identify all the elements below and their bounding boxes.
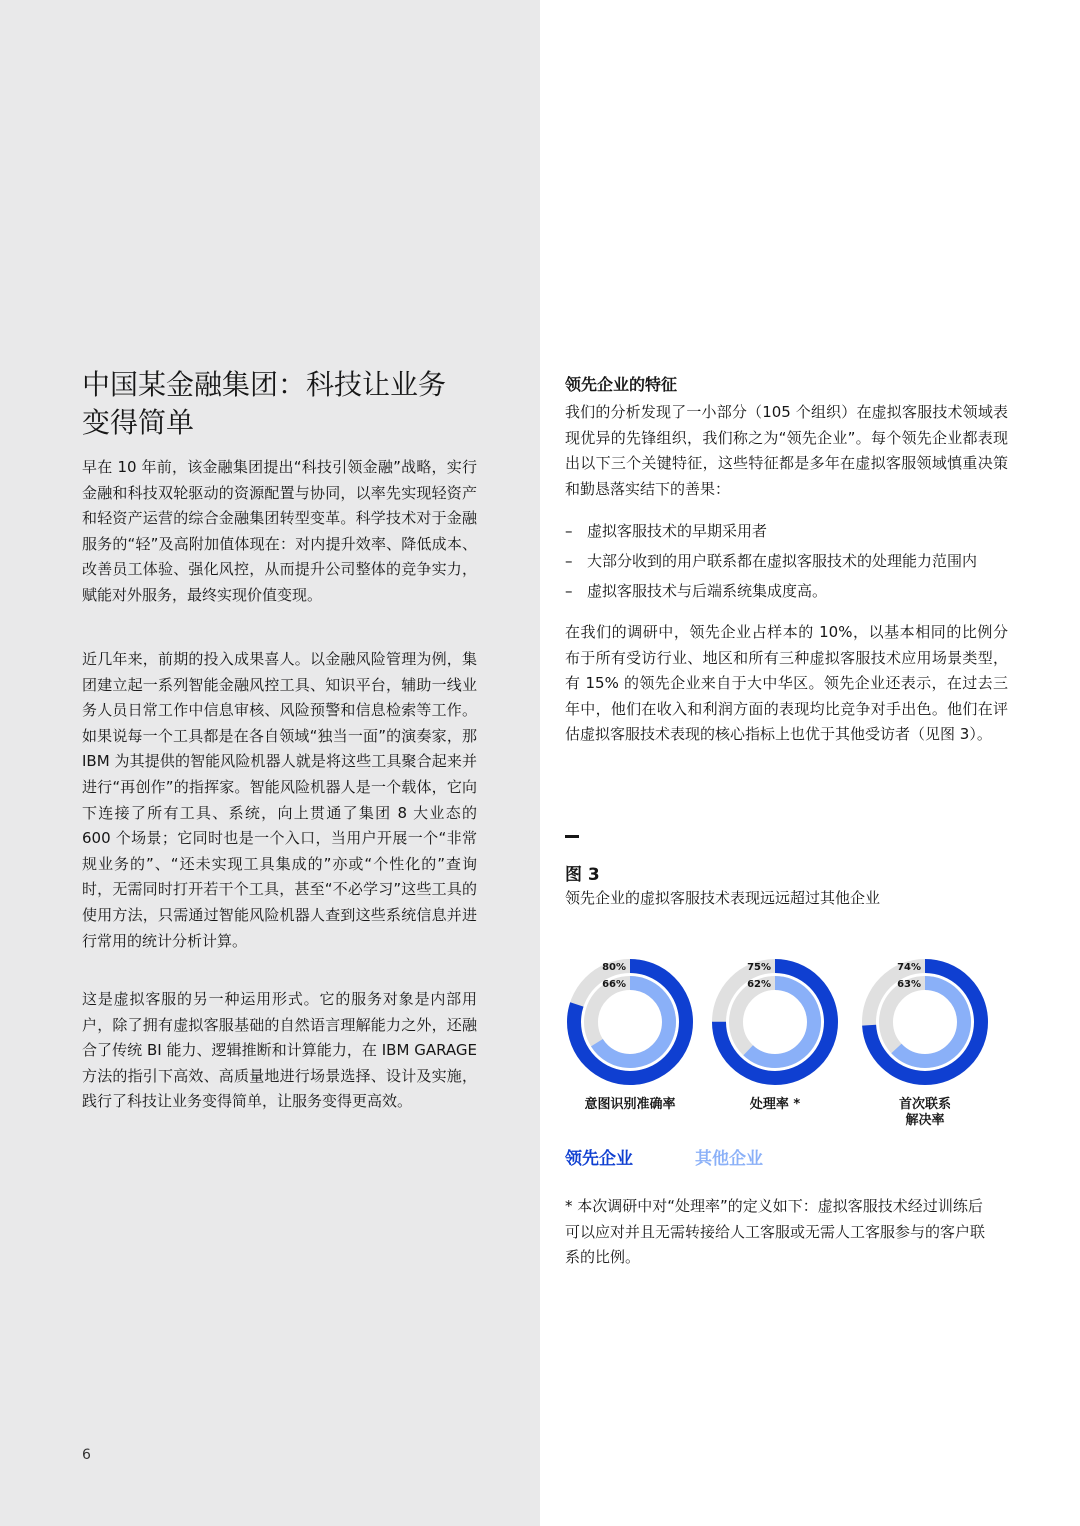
list-item-text: 大部分收到的用户联系都在虚拟客服技术的处理能力范围内 <box>587 552 978 570</box>
metric-label-line: 解决率 <box>905 1113 945 1128</box>
figure-label: 图 3 <box>565 865 600 885</box>
footnote: * 本次调研中对“处理率”的定义如下：虚拟客服技术经过训练后可以应对并且无需转接给人工客服或无需人工客服参与的客户联系的比例。 <box>565 1197 986 1267</box>
title-line-1: 中国某金融集团：科技让业务 <box>82 368 447 401</box>
donut-chart <box>859 956 991 1088</box>
page-number: 6 <box>82 1447 91 1463</box>
list-dash: – <box>565 582 573 600</box>
metric-label-line: 意图识别准确率 <box>584 1097 676 1112</box>
left-paragraph-3: 这是虚拟客服的另一种运用形式。它的服务对象是内部用户，除了拥有虚拟客服基础的自然语言理解能力之外，还融合了传统 BI 能力、逻辑推断和计算能力，在 IBM GARAGE 方法的指引下高效、高质量地进行场景选择、设计及实施，践行了科技让业务变得简单，让服务变得更高效。 <box>82 990 477 1111</box>
metric-label <box>855 1097 995 1129</box>
right-panel <box>540 0 1080 1526</box>
donut-chart <box>564 956 696 1088</box>
list-dash: – <box>565 522 573 540</box>
list-item-text: 虚拟客服技术与后端系统集成度高。 <box>587 582 828 600</box>
figure-divider <box>565 835 579 838</box>
feature-list <box>565 516 1008 606</box>
case-study-title <box>82 366 502 442</box>
list-item <box>565 516 1008 546</box>
intro-paragraph: 我们的分析发现了一小部分（105 个组织）在虚拟客服技术领域表现优异的先锋组织，我们称之为“领先企业”。每个领先企业都表现出以下三个关键特征，这些特征都是多年在虚拟客服领域慎重决策和勤恳落实结下的善果： <box>565 403 1008 498</box>
donut-chart <box>709 956 841 1088</box>
list-item <box>565 576 1008 606</box>
findings-paragraph: 在我们的调研中，领先企业占样本的 10%，以基本相同的比例分布于所有受访行业、地区和所有三种虚拟客服技术应用场景类型，有 15% 的领先企业来自于大中华区。领先企业还表示，在过去三年中，他们在收入和利润方面的表现均比竞争对手出色。他们在评估虚拟客服技术表现的核心指标上也优于其他受访者（见图 3）。 <box>565 623 1008 744</box>
figure-caption: 领先企业的虚拟客服技术表现远远超过其他企业 <box>565 889 881 907</box>
metric-label <box>705 1097 845 1113</box>
metric-label-line: 首次联系 <box>898 1097 951 1112</box>
list-item <box>565 546 1008 576</box>
leader-value-label: 80% <box>602 962 626 973</box>
metric-label <box>560 1097 700 1113</box>
other-value-label: 63% <box>897 979 921 990</box>
other-value-label: 66% <box>602 979 626 990</box>
other-value-label: 62% <box>747 979 771 990</box>
title-line-2: 变得简单 <box>82 406 195 439</box>
leader-value-label: 74% <box>897 962 921 973</box>
list-item-text: 虚拟客服技术的早期采用者 <box>587 522 768 540</box>
list-dash: – <box>565 552 573 570</box>
left-paragraph-2: 近几年来，前期的投入成果喜人。以金融风险管理为例，集团建立起一系列智能金融风控工具、知识平台，辅助一线业务人员日常工作中信息审核、风险预警和信息检索等工作。如果说每一个工具都是在各自领域“独当一面”的演奏家，那 IBM 为其提供的智能风险机器人就是将这些工具聚合起来并进行“再创作”的指挥家。智能风险机器人是一个载体，它向下连接了所有工具、系统，向上贯通了集团 8 大业态的 600 个场景；它同时也是一个入口，当用户开展一个“非常规业务的”、“还未实现工具集成的”亦或“个性化的”查询时，无需同时打开若干个工具，甚至“不必学习”这些工具的使用方法，只需通过智能风险机器人查到这些系统信息并进行常用的统计分析计算。 <box>82 650 477 950</box>
left-paragraph-1: 早在 10 年前，该金融集团提出“科技引领金融”战略，实行金融和科技双轮驱动的资源配置与协同，以率先实现轻资产和轻资产运营的综合金融集团转型变革。科学技术对于金融服务的“轻”及高附加值体现在：对内提升效率、降低成本、改善员工体验、强化风控，从而提升公司整体的竞争实力，赋能对外服务，最终实现价值变现。 <box>82 458 477 604</box>
legend-other: 其他企业 <box>695 1149 763 1169</box>
metric-label-line: 处理率 * <box>749 1097 801 1112</box>
section-heading: 领先企业的特征 <box>565 375 678 394</box>
leader-value-label: 75% <box>747 962 771 973</box>
legend-leader: 领先企业 <box>565 1149 633 1169</box>
